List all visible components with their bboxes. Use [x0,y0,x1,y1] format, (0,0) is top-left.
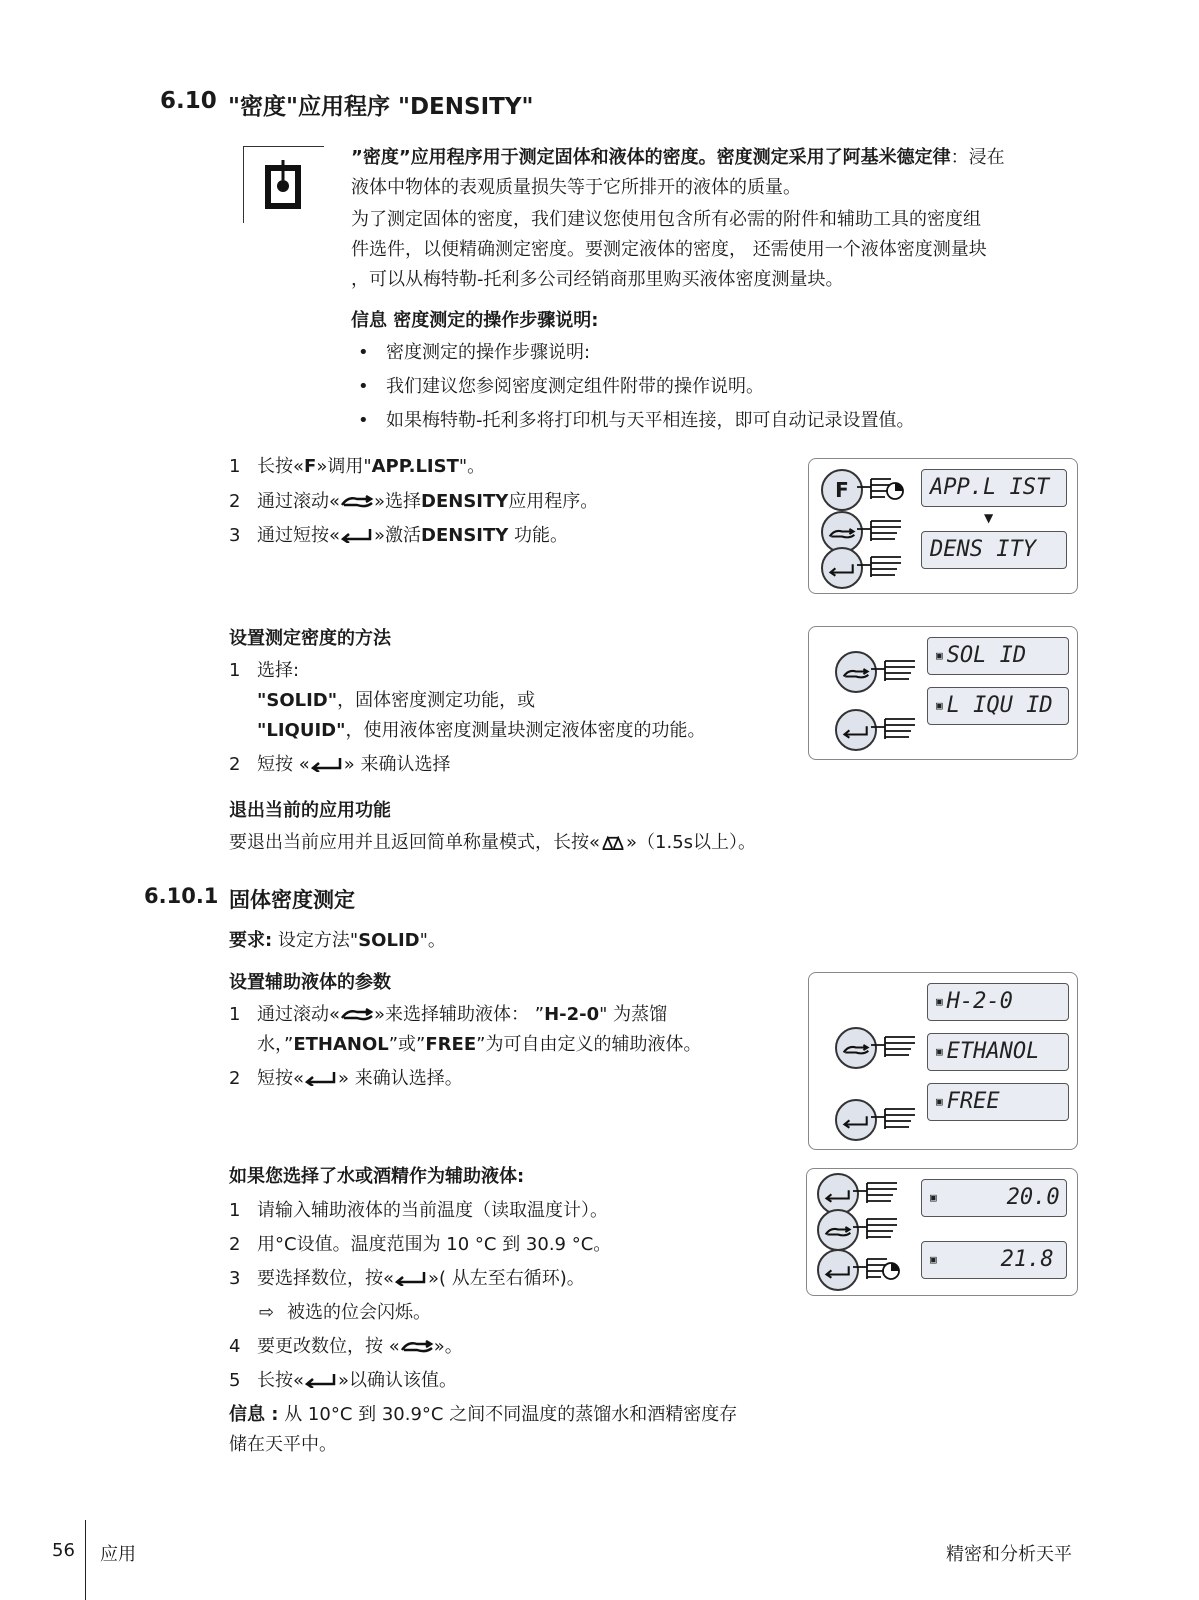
f-key-label: F [304,456,317,477]
lcd-text: 20.0 [1006,1185,1060,1210]
hand-press-icon [871,715,919,741]
temp-info [229,1400,737,1460]
step-text: 长按« [257,1370,305,1391]
lcd-text: L IQU ID [946,693,1053,718]
lcd-text: 21.8 [1000,1247,1054,1272]
enter-icon [304,1072,338,1086]
app-list-label: APP.LIST [371,456,459,477]
archimedes-law: 阿基米德定律 [842,147,951,168]
step-number: 2 [229,754,241,775]
hand-press-icon [871,1033,919,1059]
hand-press-icon [853,1179,901,1205]
step-item [229,452,485,482]
step-text: 通过滚动« [257,1004,341,1025]
info-label: 信息 : [229,1404,279,1425]
liquid-option [257,716,705,746]
step-text: ”或” [388,1034,426,1055]
step-text: ，固体密度测定功能，或 [337,690,536,711]
step-number: 1 [229,456,241,477]
lcd-density: DENS ITY [921,531,1067,569]
step-text: »( 从左至右循环)。 [428,1268,585,1289]
step-item [229,1064,463,1094]
step-item [229,1230,611,1260]
step-text: 应用程序。 [508,491,599,512]
density-flag-icon: ▣ [936,699,943,712]
scale-icon [600,836,626,850]
step-text: ，使用液体密度测量块测定液体密度的功能。 [345,720,706,741]
lcd-h2o [927,983,1069,1021]
footer-section: 应用 [100,1544,136,1565]
step-text: " 为蒸馏 [599,1004,668,1025]
info-text: 储在天平中。 [229,1434,337,1455]
footer-divider [85,1520,86,1600]
step-text: »来选择辅助液体： ” [374,1004,545,1025]
requirement-label: 要求: [229,930,273,951]
requirement [229,926,446,956]
step-item-continued [257,1030,701,1060]
step-text: » 来确认选择。 [338,1068,463,1089]
section-number: 6.10 [160,88,217,114]
lcd-ethanol [927,1033,1069,1071]
intro-text: 液体中物体的表观质量损失等于它所排开的液体的质量。 [351,177,801,198]
exit-text-part: »（1.5s以上）。 [626,832,757,853]
exit-text [229,828,756,858]
aux-title: 设置辅助液体的参数 [229,972,391,993]
step-text: 请输入辅助液体的当前温度（读取温度计）。 [257,1200,608,1221]
step-text: 功能。 [508,525,569,546]
step-number: 1 [229,1200,241,1221]
step-number: 2 [229,1068,241,1089]
step-item [229,1000,667,1030]
step-text: »选择 [374,491,422,512]
bullet-item: • 密度测定的操作步骤说明: [358,338,590,368]
step-item [229,656,299,686]
step-text: 长按« [257,456,305,477]
step-item [229,1366,457,1396]
bullet-item: • 如果梅特勒-托利多将打印机与天平相连接，即可自动记录设置值。 [358,406,915,436]
info-title: 信息 密度测定的操作步骤说明: [351,310,599,331]
hand-press-icon [853,1215,901,1241]
hand-press-long-icon [857,475,905,501]
step-text: 被选的位会闪烁。 [287,1302,431,1323]
scroll-icon [340,495,374,509]
requirement-text: 设定方法" [272,930,359,951]
lcd-text: H-2-0 [946,989,1013,1014]
step-text: 通过滚动« [257,491,341,512]
step-text: »。 [433,1336,463,1357]
display-panel-method [808,626,1078,760]
method-title: 设置测定密度的方法 [229,628,391,649]
step-number: 5 [229,1370,241,1391]
requirement-text: "。 [419,930,446,951]
exit-title: 退出当前的应用功能 [229,800,391,821]
density-app-icon [262,160,304,210]
h2o-label: H-2-0 [544,1004,600,1025]
subsection-number: 6.10.1 [144,884,219,908]
step-item [229,487,598,517]
exit-text-part: 要退出当前应用并且返回简单称量模式，长按« [229,832,601,853]
step-number: 1 [229,660,241,681]
lcd-text: ETHANOL [946,1039,1040,1064]
intro-text: 为了测定固体的密度，我们建议您使用包含所有必需的附件和辅助工具的密度组 [351,209,981,230]
step-text: 通过短按« [257,525,341,546]
density-flag-icon: ▣ [930,1253,937,1266]
step-item [229,1196,608,1226]
step-text: 短按« [257,1068,305,1089]
step-text: 短按 « [257,754,310,775]
info-text: 从 10°C 到 30.9°C 之间不同温度的蒸馏水和酒精密度存 [278,1404,738,1425]
step-item [229,750,450,780]
result-item [259,1298,431,1328]
step-number: 1 [229,1004,241,1025]
step-text: ”为可自由定义的辅助液体。 [476,1034,702,1055]
step-text: 水，” [257,1034,294,1055]
step-item [229,1264,585,1294]
result-arrow-icon: ⇨ [259,1302,275,1323]
lcd-text: SOL ID [946,643,1027,668]
enter-icon [340,529,374,543]
subsection-title: 固体密度测定 [229,888,355,912]
step-number: 3 [229,525,241,546]
intro-text: ”密度”应用程序用于测定固体和液体的密度。密度测定采用了 [351,147,843,168]
density-flag-icon: ▣ [936,649,943,662]
display-panel-app-list [808,458,1078,594]
step-item [229,521,568,551]
ethanol-label: ETHANOL [293,1034,389,1055]
bullet-item: • 我们建议您参阅密度测定组件附带的操作说明。 [358,372,764,402]
solid-option [257,686,535,716]
density-label: DENSITY [421,491,509,512]
lcd-app-list: APP.L IST [921,469,1067,507]
intro-paragraph-2 [351,205,987,295]
density-flag-icon: ▣ [930,1191,937,1204]
step-text: »激活 [374,525,422,546]
step-number: 2 [229,491,241,512]
step-text: "。 [458,456,486,477]
step-number: 4 [229,1336,241,1357]
step-number: 3 [229,1268,241,1289]
lcd-solid [927,637,1069,675]
section-title: "密度"应用程序 "DENSITY" [228,94,534,120]
intro-text: ：浸在 [950,147,1005,168]
hand-press-icon [857,517,905,543]
footer-product: 精密和分析天平 [946,1544,1072,1565]
free-label: FREE [425,1034,477,1055]
step-text: » 来确认选择 [343,754,451,775]
density-flag-icon: ▣ [936,995,943,1008]
arrow-down-icon: ▼ [984,511,994,525]
intro-text: 件选件，以便精确测定密度。要测定液体的密度， 还需使用一个液体密度测量块 [351,239,987,260]
hand-press-icon [857,553,905,579]
enter-icon [310,758,344,772]
f-key-button: F [821,469,863,511]
scroll-icon [340,1008,374,1022]
density-flag-icon: ▣ [936,1095,943,1108]
lcd-temp-20 [921,1179,1067,1217]
scroll-icon [400,1340,434,1354]
hand-press-icon [871,657,919,683]
step-text: 用°C设值。温度范围为 10 °C 到 30.9 °C。 [257,1234,612,1255]
step-text: »以确认该值。 [338,1370,458,1391]
step-text: 要选择数位，按« [257,1268,395,1289]
step-text: 要更改数位，按 « [257,1336,400,1357]
enter-icon [394,1272,428,1286]
density-flag-icon: ▣ [936,1045,943,1058]
display-panel-temperature [806,1168,1078,1296]
step-text: 选择: [257,660,300,681]
hand-press-icon [871,1105,919,1131]
temp-title: 如果您选择了水或酒精作为辅助液体: [229,1166,525,1187]
intro-text: ，可以从梅特勒-托利多公司经销商那里购买液体密度测量块。 [351,269,844,290]
lcd-text: FREE [946,1089,1000,1114]
page-number: 56 [52,1540,75,1561]
lcd-temp-21 [921,1241,1067,1279]
intro-paragraph-1 [351,143,1005,203]
hand-press-long-icon [853,1255,901,1281]
lcd-free [927,1083,1069,1121]
liquid-label: "LIQUID" [257,720,346,741]
step-text: »调用" [316,456,372,477]
solid-label: "SOLID" [257,690,338,711]
solid-label: SOLID [358,930,420,951]
step-number: 2 [229,1234,241,1255]
display-panel-aux-liquid [808,972,1078,1150]
enter-icon [304,1374,338,1388]
step-item [229,1332,463,1362]
density-label: DENSITY [421,525,509,546]
lcd-liquid [927,687,1069,725]
